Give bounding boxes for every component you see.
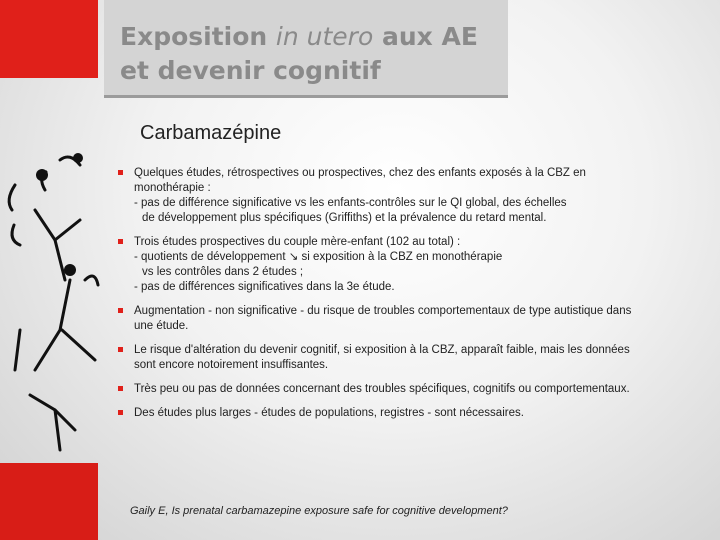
decorative-figures-illustration [0, 130, 110, 460]
list-item [118, 235, 648, 295]
list-item [118, 166, 648, 226]
bullet-subline: vs les contrôles dans 2 études ; [142, 266, 304, 278]
bullet-text: Augmentation - non significative - du risque de troubles comportementaux de type autistique dans une étude. [134, 305, 632, 332]
bullet-list [118, 166, 648, 430]
bullet-square-icon [118, 239, 123, 244]
bullet-square-icon [118, 386, 123, 391]
bullet-text: Le risque d'altération du devenir cognitif, si exposition à la CBZ, apparaît faible, mais les données sont encore notoirement insuffisantes. [134, 344, 630, 371]
list-item [118, 343, 648, 373]
bullet-text: Quelques études, rétrospectives ou prospectives, chez des enfants exposés à la CBZ en monothérapie : [134, 167, 586, 194]
slide-subtitle: Carbamazépine [140, 122, 282, 144]
bullet-square-icon [118, 170, 123, 175]
figure-head-icon [36, 169, 48, 181]
bullet-subline: - quotients de développement ↘ si exposition à la CBZ en monothérapie [134, 251, 503, 263]
bullet-square-icon [118, 410, 123, 415]
bullet-text: Très peu ou pas de données concernant des troubles spécifiques, cognitifs ou comportementaux. [134, 383, 630, 395]
bullet-subline: - pas de différence significative vs les enfants-contrôles sur le QI global, des échelles [134, 197, 567, 209]
title-line2: et devenir cognitif [120, 56, 381, 85]
red-corner-block-top [0, 0, 98, 78]
list-item [118, 382, 648, 397]
title-underline [104, 95, 508, 98]
bullet-square-icon [118, 347, 123, 352]
title-line1-a: Exposition [120, 22, 276, 51]
title-line1-c: aux AE [373, 22, 478, 51]
citation: Gaily E, Is prenatal carbamazepine exposure safe for cognitive development? [130, 505, 508, 517]
list-item [118, 406, 648, 421]
bullet-square-icon [118, 308, 123, 313]
red-corner-block-bottom [0, 463, 98, 540]
bullet-text: Des études plus larges - études de populations, registres - sont nécessaires. [134, 407, 524, 419]
title-line1-italic: in utero [275, 22, 374, 51]
list-item [118, 304, 648, 334]
bullet-subline: de développement plus spécifiques (Griffiths) et la prévalence du retard mental. [142, 212, 547, 224]
bullet-subline: - pas de différences significatives dans la 3e étude. [134, 281, 395, 293]
slide-title [120, 20, 478, 88]
bullet-text: Trois études prospectives du couple mère-enfant (102 au total) : [134, 236, 461, 248]
